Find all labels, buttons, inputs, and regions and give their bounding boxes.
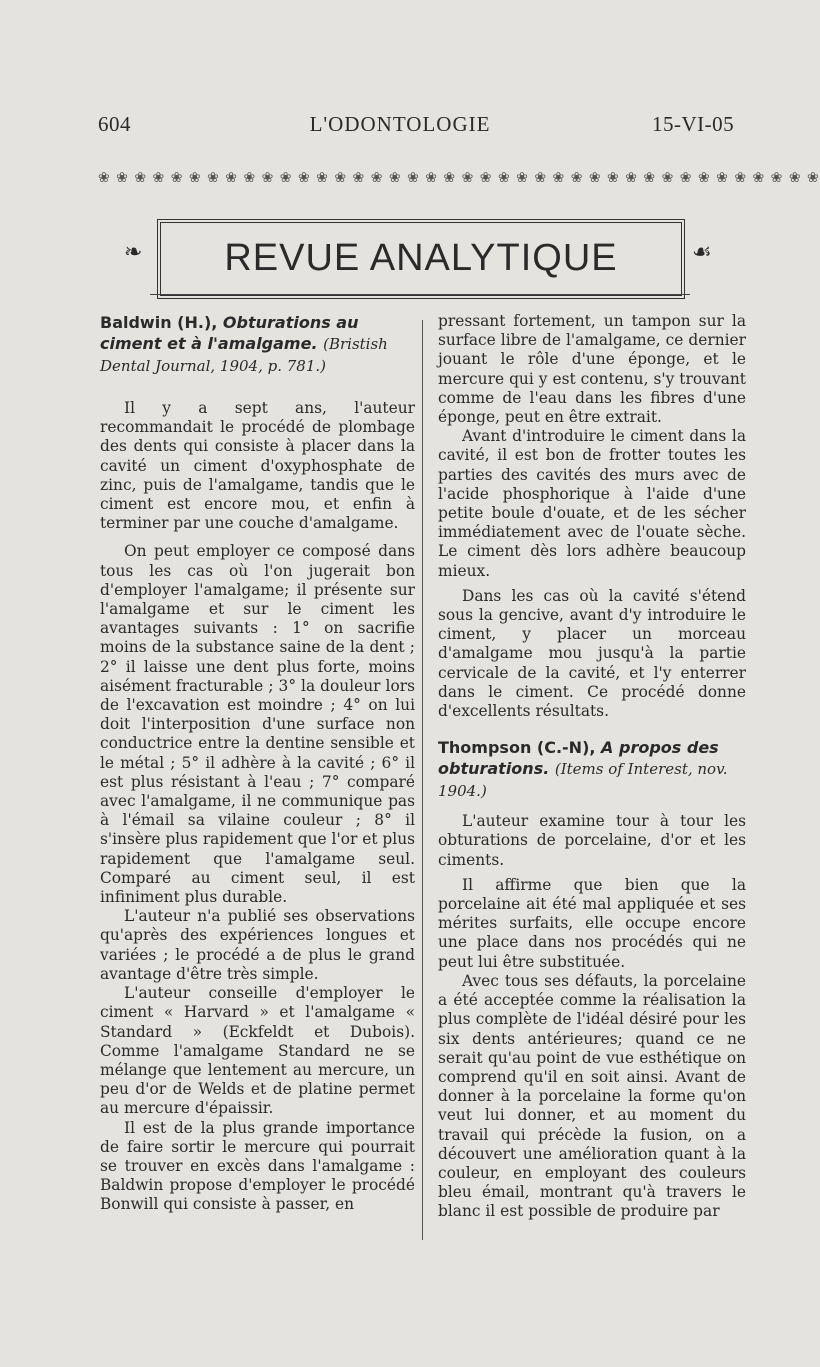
section-title-box <box>160 222 682 296</box>
page-number: 604 <box>98 112 131 136</box>
article-heading <box>438 737 746 802</box>
title-rule <box>150 294 690 295</box>
paragraph: On peut employer ce composé dans tous les cas où l'on jugerait bon d'employer l'amalgame; il présente sur l'amalgame et sur le ciment les avantages suivants : 1° on sacrifie moins de la substance saine de la dent ; 2° il laisse une dent plus forte, moins aisément fracturable ; 3° la douleur lors de l'excavation est moindre ; 4° on lui doit l'interposition d'une surface non conductrice entre la dentine sensible et le métal ; 5° il adhère à la cavité ; 6° il est plus résistant à l'eau ; 7° comparé avec l'amalgame, il ne communique pas à l'émail sa vilaine couleur ; 8° il s'insère plus rapidement que l'or et plus rapidement que l'amalgame seul. Comparé au ciment seul, il est infiniment plus durable. <box>100 542 415 907</box>
paragraph: Il est de la plus grande importance de faire sortir le mercure qui pourrait se trouver en excès dans l'amalgame : Baldwin propose d'employer le procédé Bonwill qui consiste à passer, en <box>100 1118 415 1214</box>
paragraph: pressant fortement, un tampon sur la surface libre de l'amalgame, ce dernier jouant le rôle d'une éponge, et le mercure qui y est contenu, s'y trouvant comme de l'eau dans les fibres d'une éponge, peut en être extrait. <box>438 312 746 427</box>
article-citation: (Bristish Dental Journal, 1904, p. 781.) <box>100 335 388 375</box>
article-heading <box>100 312 415 377</box>
article-title: A propos des obturations. <box>438 738 719 779</box>
article-title: Obturations au ciment et à l'amalgame. <box>100 313 359 353</box>
issue-date: 15-VI-05 <box>652 112 735 136</box>
left-column <box>100 312 415 1215</box>
flourish-left-icon: ❧ <box>124 240 143 265</box>
section-title: REVUE ANALYTIQUE <box>224 237 618 279</box>
paragraph: Il affirme que bien que la porcelaine ait été mal appliquée et ses mérites surfaits, elle occupe encore une place dans nos procédés qui ne peut lui être substituée. <box>438 875 746 971</box>
paragraph: Avec tous ses défauts, la porcelaine a été acceptée comme la réalisation la plus complète de l'idéal désiré pour les six dents antérieures; quand ce ne serait qu'au point de vue esthétique on comprend qu'il en soit ainsi. Avant de donner à la porcelaine la forme qu'on veut lui donner, et au moment du travail qui précède la fusion, on a découvert une amélioration quant à la couleur, en employant des couleurs bleu émail, montrant qu'à travers le blanc il est possible de produire par <box>438 971 746 1221</box>
ornament-band: ❀ ❀ ❀ ❀ ❀ ❀ ❀ ❀ ❀ ❀ ❀ ❀ ❀ ❀ ❀ ❀ ❀ ❀ ❀ ❀ ❀ ❀ ❀ ❀ ❀ ❀ ❀ ❀ ❀ ❀ ❀ ❀ ❀ ❀ ❀ ❀ ❀ ❀ ❀ ❀ <box>98 170 820 186</box>
journal-title: L'ODONTOLOGIE <box>309 112 491 136</box>
running-header <box>0 112 800 144</box>
flourish-right-icon: ☙ <box>692 240 712 265</box>
column-divider <box>422 320 423 1240</box>
article-citation: (Items of Interest, nov. 1904.) <box>438 760 728 801</box>
article-author: Baldwin (H.), <box>100 313 218 332</box>
article-author: Thompson (C.-N), <box>438 738 596 758</box>
paragraph: Avant d'introduire le ciment dans la cavité, il est bon de frotter toutes les parties des cavités des murs avec de l'acide phosphorique à l'aide d'une petite boule d'ouate, et de les sécher immédiatement avec de l'ouate sèche. Le ciment dès lors adhère beaucoup mieux. <box>438 427 746 580</box>
paragraph: L'auteur n'a publié ses observations qu'après des expériences longues et variées ; le procédé a de plus le grand avantage d'être très simple. <box>100 907 415 983</box>
paragraph: Il y a sept ans, l'auteur recommandait le procédé de plombage des dents qui consiste à placer dans la cavité un ciment d'oxyphosphate de zinc, puis de l'amalgame, tandis que le ciment est encore mou, et enfin à terminer par une couche d'amalgame. <box>100 399 415 533</box>
paragraph: L'auteur conseille d'employer le ciment « Harvard » et l'amalgame « Standard » (Eckfeldt et Dubois). Comme l'amalgame Standard ne se mélange que lentement au mercure, un peu d'or de Welds et de platine permet au mercure d'épaissir. <box>100 984 415 1118</box>
right-column <box>438 312 746 1222</box>
paragraph: L'auteur examine tour à tour les obturations de porcelaine, d'or et les ciments. <box>438 812 746 869</box>
paragraph: Dans les cas où la cavité s'étend sous la gencive, avant d'y introduire le ciment, y placer un morceau d'amalgame mou jusqu'à la partie cervicale de la cavité, et l'y enterrer dans le ciment. Ce procédé donne d'excellents résultats. <box>438 586 746 721</box>
